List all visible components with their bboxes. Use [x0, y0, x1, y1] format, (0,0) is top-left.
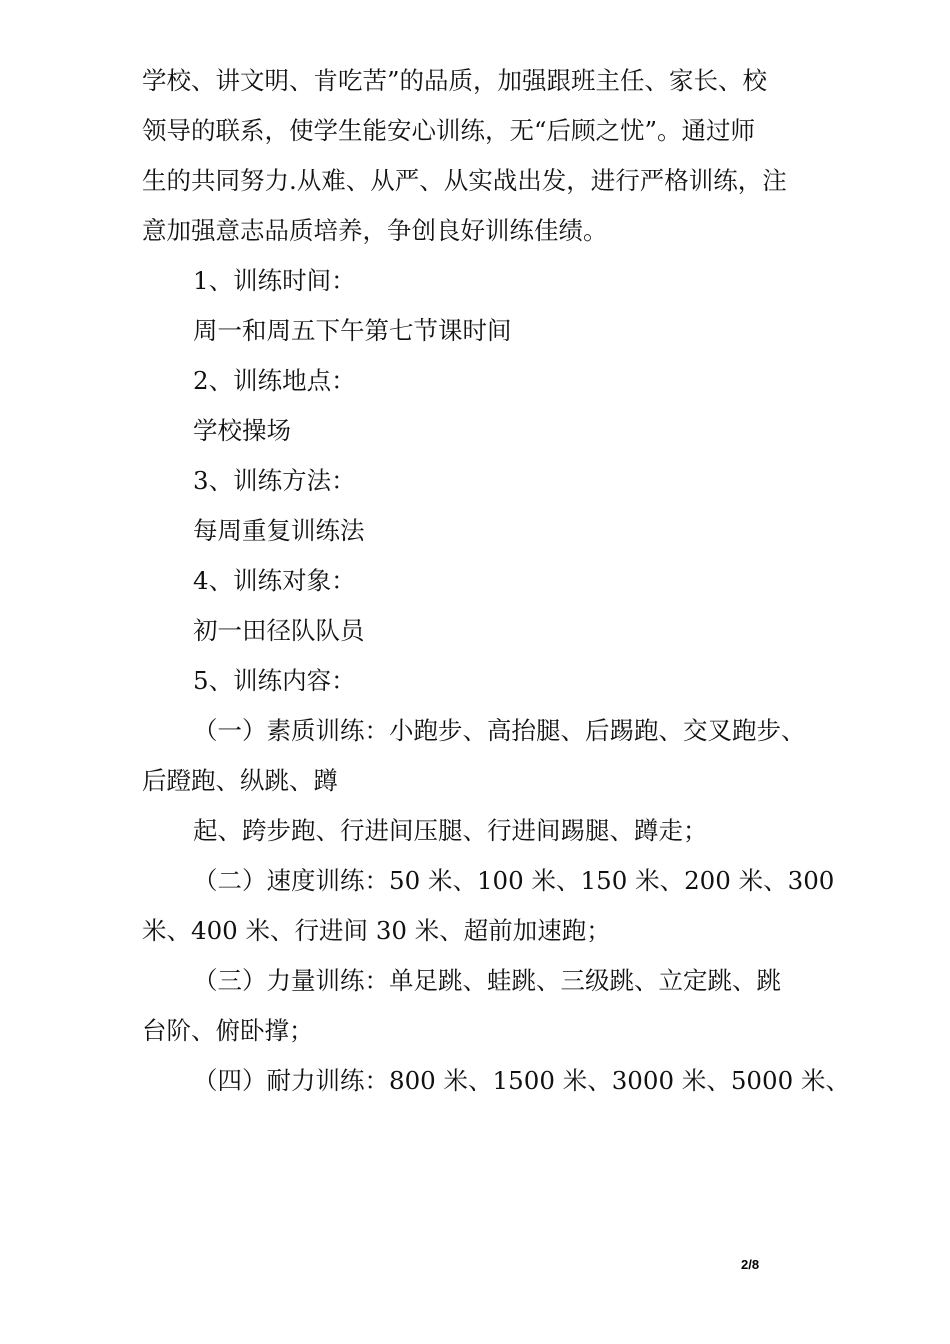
content-item-endurance: （四）耐力训练：800 米、1500 米、3000 米、5000 米、 — [193, 1066, 850, 1095]
heading-training-content: 5、训练内容： — [193, 666, 356, 695]
training-target-value: 初一田径队队员 — [193, 616, 365, 645]
heading-training-target: 4、训练对象： — [193, 566, 356, 595]
training-time-value: 周一和周五下午第七节课时间 — [193, 316, 512, 345]
training-method-value: 每周重复训练法 — [193, 516, 365, 545]
content-item-speed-cont: 米、400 米、行进间 30 米、超前加速跑； — [142, 916, 611, 945]
paragraph-line: 学校、讲文明、肯吃苦”的品质，加强跟班主任、家长、校 — [142, 66, 768, 95]
body-text — [142, 56, 850, 1106]
paragraph-line: 意加强意志品质培养，争创良好训练佳绩。 — [142, 216, 608, 245]
training-location-value: 学校操场 — [193, 416, 291, 445]
paragraph-line: 生的共同努力.从难、从严、从实战出发，进行严格训练，注 — [142, 166, 787, 195]
page-number: 2/8 — [741, 1257, 760, 1272]
heading-training-method: 3、训练方法： — [193, 466, 356, 495]
content-item-quality-cont: 后蹬跑、纵跳、蹲 — [142, 766, 338, 795]
heading-training-location: 2、训练地点： — [193, 366, 356, 395]
content-item-quality-cont-2: 起、跨步跑、行进间压腿、行进间踢腿、蹲走； — [193, 816, 708, 845]
content-item-strength-cont: 台阶、俯卧撑； — [142, 1016, 314, 1045]
content-item-speed: （二）速度训练：50 米、100 米、150 米、200 米、300 — [193, 866, 835, 895]
content-item-quality: （一）素质训练：小跑步、高抬腿、后踢跑、交叉跑步、 — [193, 716, 806, 745]
heading-training-time: 1、训练时间： — [193, 266, 356, 295]
paragraph-line: 领导的联系，使学生能安心训练，无“后顾之忧”。通过师 — [142, 116, 756, 145]
content-item-strength: （三）力量训练：单足跳、蛙跳、三级跳、立定跳、跳 — [193, 966, 781, 995]
